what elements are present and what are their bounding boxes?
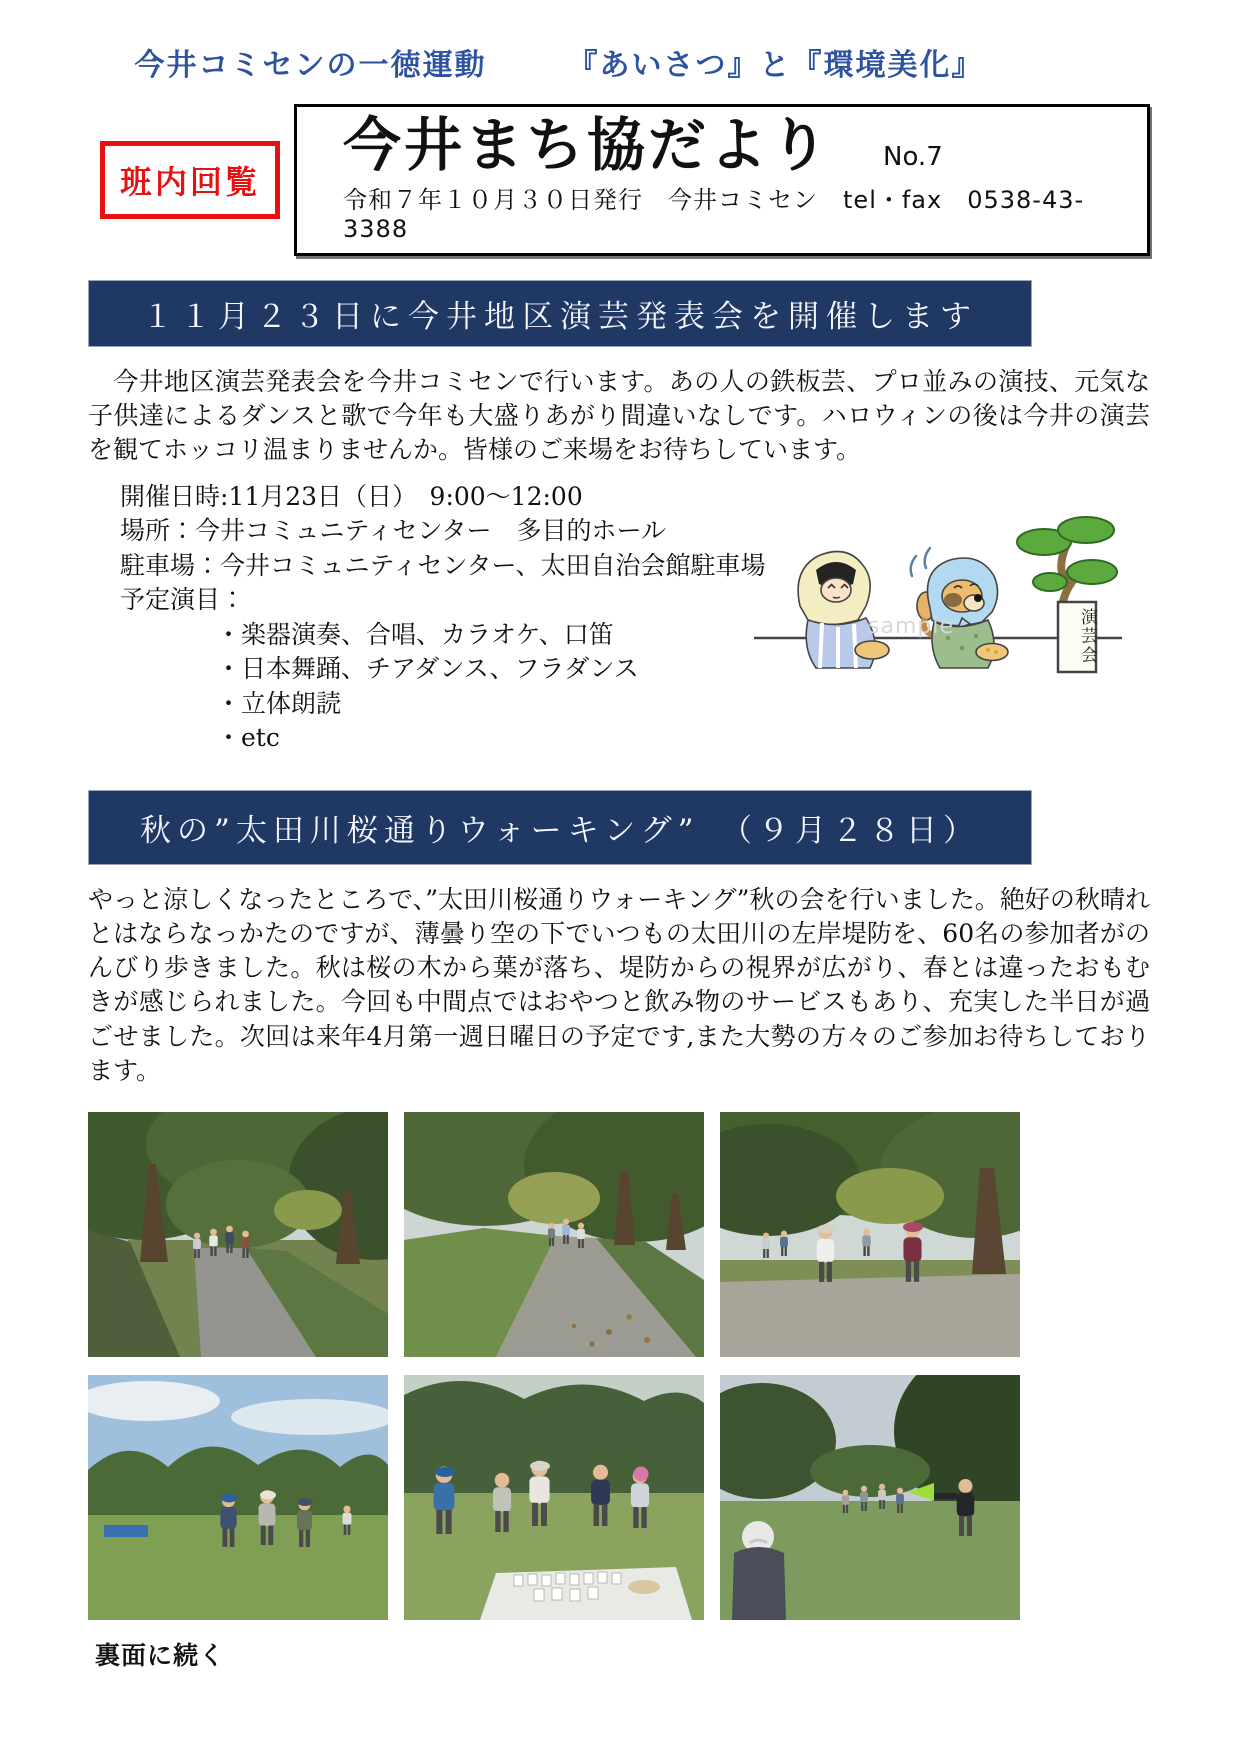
- header-slogan: 今井コミセンの一徳運動 『あいさつ』と『環境美化』: [134, 48, 984, 83]
- article2-banner: 秋の”太田川桜通りウォーキング” （９月２８日）: [88, 790, 1032, 865]
- child-figure: [798, 551, 889, 668]
- continued-note: 裏面に続く: [95, 1641, 226, 1671]
- photo-refreshment-table-with-cups: [404, 1375, 704, 1620]
- program-item: ・etc: [216, 723, 280, 753]
- program-item: ・楽器演奏、合唱、カラオケ、口笛: [216, 619, 614, 649]
- article1-body: 今井地区演芸発表会を今井コミセンで行います。あの人の鉄板芸、プロ並みの演技、元気な子供達によるダンスと歌で今年も大盛りあがり間違いなしです。ハロウィンの後は今井の演芸を観てホッコリ温まりませんか。皆様のご来場をお待ちしています。: [88, 366, 1150, 465]
- title-row: [100, 104, 1150, 256]
- sign-label: 演芸会: [1077, 607, 1097, 665]
- detail-parking: 駐車場：今井コミュニティセンター、太田自治会館駐車場: [120, 550, 766, 580]
- issue-number: No.7: [883, 142, 943, 172]
- article2-body: やっと涼しくなったところで、”太田川桜通りウォーキング”秋の会を行いました。絶好の秋晴れとはならなっかたのですが、薄曇り空の下でいつもの太田川の左岸堤防を、60名の参加者がのんびり歩きました。秋は桜の木から葉が落ち、堤防からの視界が広がり、春とは違ったおもむきが感じられました。今回も中間点ではおやつと飲み物のサービスもあり、充実した半日が過ごせました。次回は来年4月第一週日曜日の予定です,また大勢の方々のご参加お待ちしております。: [88, 884, 1150, 1085]
- photo-grass-field-three-walkers: [88, 1375, 388, 1620]
- photo-grid: [88, 1112, 1020, 1620]
- publication-info: 令和７年１０月３０日発行 今井コミセン tel・fax 0538-43-3388: [343, 185, 1085, 243]
- sample-watermark: sample: [868, 613, 954, 639]
- festival-illustration: [748, 486, 1128, 692]
- circulation-stamp: 班内回覧: [100, 141, 280, 219]
- newsletter-title: 今井まち協だより: [343, 111, 832, 179]
- program-item: ・立体朗読: [216, 688, 342, 718]
- article1-details-row: [88, 480, 1150, 756]
- photo-embankment-path-autumn-trees: [404, 1112, 704, 1357]
- festival-cartoon-svg: [748, 486, 1128, 692]
- program-item: ・日本舞踊、チアダンス、フラダンス: [216, 654, 639, 684]
- article1-banner: １１月２３日に今井地区演芸発表会を開催します: [88, 280, 1032, 347]
- photo-field-guide-with-green-flag: [720, 1375, 1020, 1620]
- photo-cherry-tree-path-with-walkers: [88, 1112, 388, 1357]
- title-box: [294, 104, 1150, 256]
- photo-walkers-under-tree-canopy: [720, 1112, 1020, 1357]
- detail-program-heading: 予定演目：: [120, 585, 246, 615]
- title-line: [343, 111, 1123, 179]
- detail-place: 場所：今井コミュニティセンター 多目的ホール: [120, 516, 667, 546]
- dog-figure: [917, 558, 1008, 668]
- article1-details: [88, 480, 766, 756]
- detail-datetime: 開催日時:11月23日（日） 9:00～12:00: [120, 481, 583, 511]
